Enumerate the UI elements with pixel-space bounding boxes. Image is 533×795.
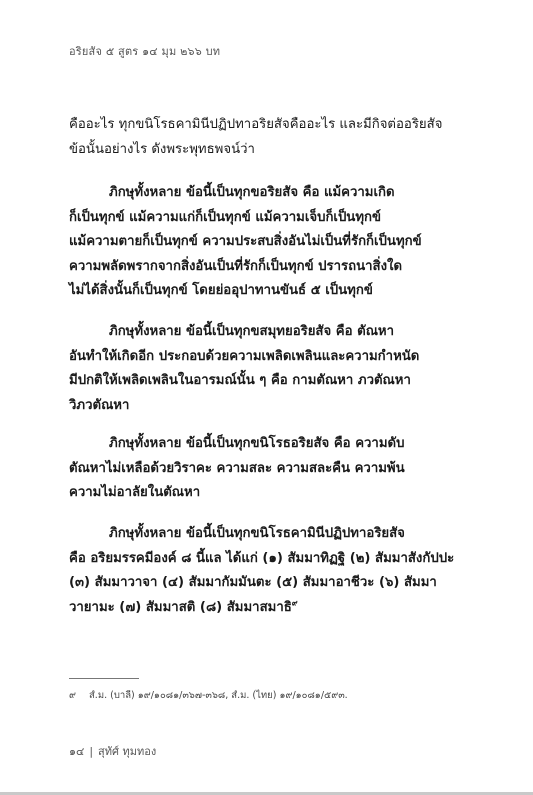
paragraph-line: คือ อริยมรรคมีองค์ ๘ นี้แล ได้แก่ (๑) สัมมาทิฏฐิ (๒) สัมมาสังกัปปะ bbox=[69, 550, 455, 566]
footnote-text: สํ.ม. (บาลี) ๑๙/๑๐๘๑/๓๖๗-๓๖๘, สํ.ม. (ไทย) ๑๙/๑๐๘๑/๕๙๓. bbox=[89, 690, 348, 701]
paragraph-line: วิภวตัณหา bbox=[69, 397, 130, 413]
paragraph-line: แม้ความตายก็เป็นทุกข์ ความประสบสิ่งอันไม่เป็นที่รักก็เป็นทุกข์ bbox=[69, 234, 422, 249]
paragraph-line: ภิกษุทั้งหลาย ข้อนี้เป็นทุกขนิโรธคามินีปฏิปทาอริยสัจ bbox=[109, 526, 405, 541]
author-name: สุทัศ์ ทุมทอง bbox=[98, 745, 157, 758]
paragraph-line: ความพลัดพรากจากสิ่งอันเป็นที่รักก็เป็นทุกข์ ปรารถนาสิ่งใด bbox=[69, 258, 403, 274]
page-footer bbox=[69, 742, 156, 760]
quote-paragraph-magga bbox=[69, 522, 455, 620]
intro-line: คืออะไร ทุกขนิโรธคามินีปฏิปทาอริยสัจคืออะไร และมีกิจต่ออริยสัจ bbox=[69, 117, 443, 132]
paragraph-line-text: วายามะ (๗) สัมมาสติ (๘) สัมมาสมาธิ bbox=[69, 599, 292, 615]
intro-paragraph bbox=[69, 113, 449, 162]
running-header: อริยสัจ ๕ สูตร ๑๔ มุม ๒๖๖ บท bbox=[69, 45, 221, 58]
paragraph-line: ภิกษุทั้งหลาย ข้อนี้เป็นทุกขนิโรธอริยสัจ คือ ความดับ bbox=[109, 436, 405, 451]
quote-paragraph-dukkha bbox=[69, 181, 449, 304]
intro-line: ข้อนั้นอย่างไร ดังพระพุทธพจน์ว่า bbox=[69, 141, 255, 157]
footnote-divider bbox=[69, 678, 139, 679]
footnote bbox=[69, 688, 348, 703]
footnote-reference[interactable]: ๙ bbox=[291, 598, 298, 608]
paragraph-line: ก็เป็นทุกข์ แม้ความแก่ก็เป็นทุกข์ แม้ความเจ็บก็เป็นทุกข์ bbox=[69, 209, 382, 225]
paragraph-line: อันทำให้เกิดอีก ประกอบด้วยความเพลิดเพลินและความกำหนัด bbox=[69, 348, 420, 364]
paragraph-line: ไม่ได้สิ่งนั้นก็เป็นทุกข์ โดยย่ออุปาทานขันธ์ ๕ เป็นทุกข์ bbox=[69, 283, 373, 298]
page-number: ๑๔ bbox=[69, 745, 85, 758]
paragraph-line: (๓) สัมมาวาจา (๔) สัมมากัมมันตะ (๕) สัมมาอาชีวะ (๖) สัมมา bbox=[69, 575, 437, 590]
quote-paragraph-samudaya bbox=[69, 320, 449, 418]
paragraph-line: ความไม่อาลัยในตัณหา bbox=[69, 485, 201, 500]
paragraph-line: มีปกติให้เพลิดเพลินในอารมณ์นั้น ๆ คือ กามตัณหา ภวตัณหา bbox=[69, 373, 411, 388]
paragraph-line: ภิกษุทั้งหลาย ข้อนี้เป็นทุกขสมุทยอริยสัจ คือ ตัณหา bbox=[109, 324, 395, 339]
quote-paragraph-nirodha bbox=[69, 432, 449, 506]
paragraph-line: ตัณหาไม่เหลือด้วยวิราคะ ความสละ ความสละคืน ความพ้น bbox=[69, 460, 405, 476]
paragraph-line bbox=[69, 596, 449, 621]
footer-separator: | bbox=[89, 745, 94, 758]
paragraph-line: ภิกษุทั้งหลาย ข้อนี้เป็นทุกขอริยสัจ คือ แม้ความเกิด bbox=[109, 185, 395, 200]
footnote-number: ๙ bbox=[69, 690, 76, 701]
